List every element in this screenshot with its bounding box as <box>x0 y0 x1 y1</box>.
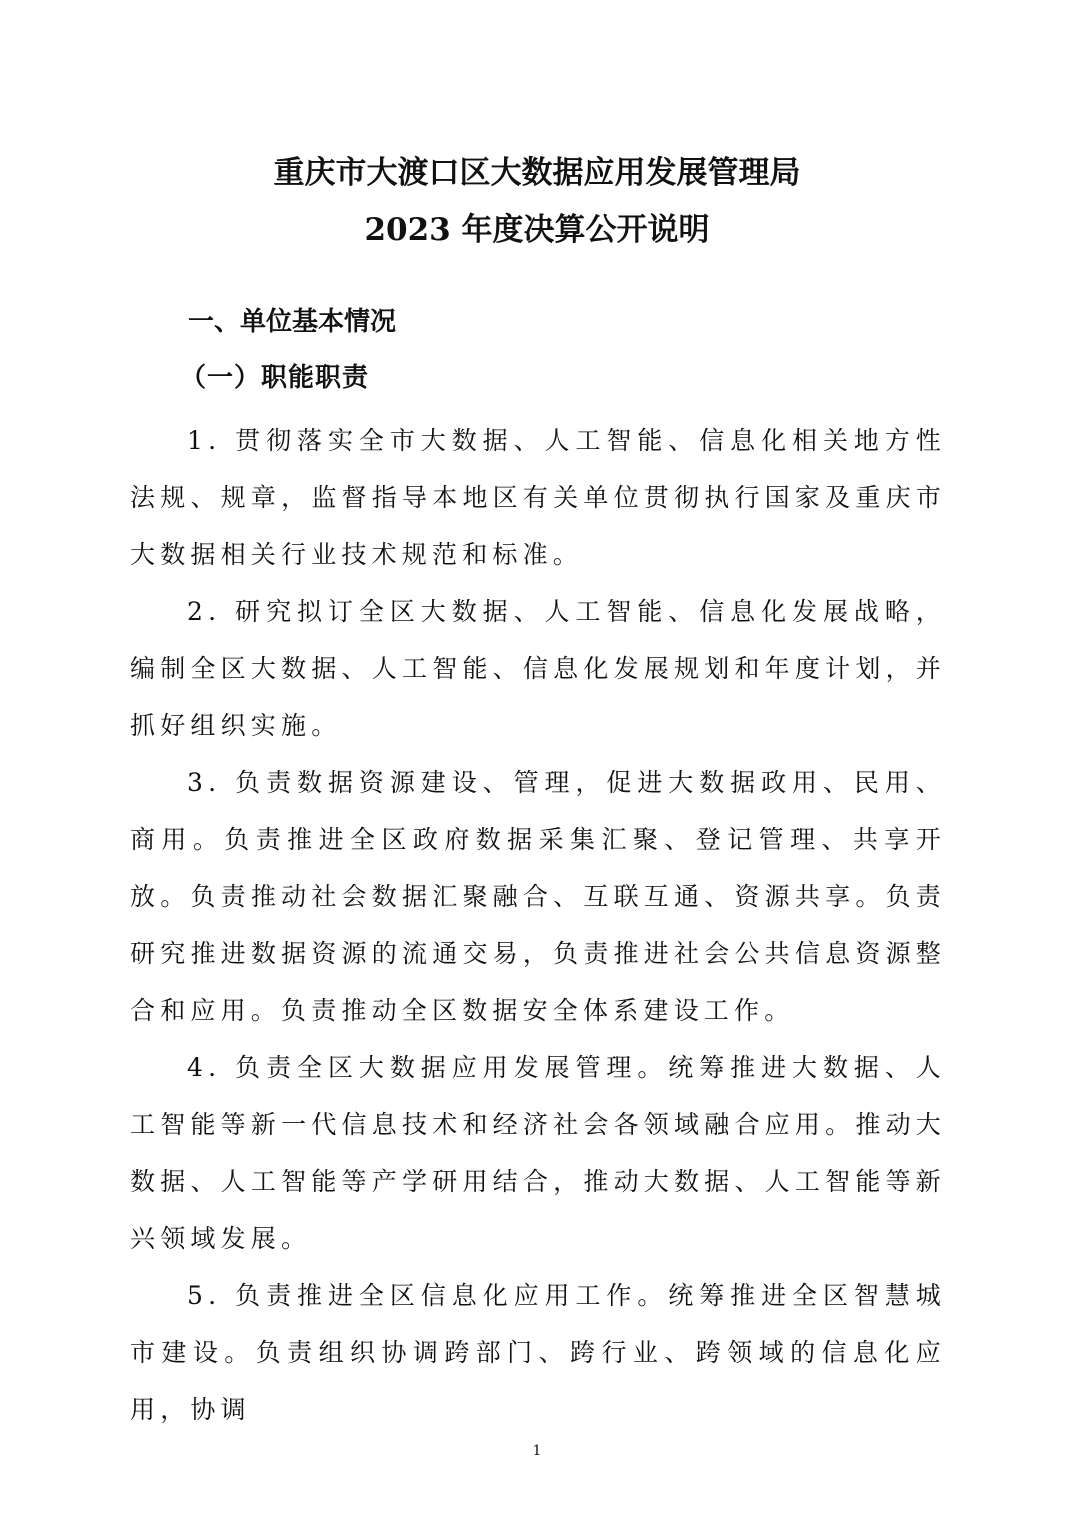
document-title-line1: 重庆市大渡口区大数据应用发展管理局 <box>273 155 801 191</box>
paragraph-4: 4. 负责全区大数据应用发展管理。统筹推进大数据、人工智能等新一代信息技术和经济社会各领域融合应用。推动大数据、人工智能等产学研用结合，推动大数据、人工智能等新兴领域发展。 <box>130 1053 946 1253</box>
paragraph-5: 5. 负责推进全区信息化应用工作。统筹推进全区智慧城市建设。负责组织协调跨部门、跨行业、跨领域的信息化应用，协调 <box>130 1281 946 1424</box>
paragraph-2: 2. 研究拟订全区大数据、人工智能、信息化发展战略，编制全区大数据、人工智能、信息化发展规划和年度计划，并抓好组织实施。 <box>130 597 946 740</box>
subsection-heading: （一）职能职责 <box>180 363 370 393</box>
paragraph-3: 3. 负责数据资源建设、管理，促进大数据政用、民用、商用。负责推进全区政府数据采集汇聚、登记管理、共享开放。负责推动社会数据汇聚融合、互联互通、资源共享。负责研究推进数据资源的流通交易，负责推进社会公共信息资源整合和应用。负责推动全区数据安全体系建设工作。 <box>130 768 946 1025</box>
page-number: 1 <box>532 1443 542 1459</box>
paragraph-1: 1. 贯彻落实全市大数据、人工智能、信息化相关地方性法规、规章，监督指导本地区有关单位贯彻执行国家及重庆市大数据相关行业技术规范和标准。 <box>130 426 946 569</box>
document-body <box>130 412 946 1438</box>
section-heading: 一、单位基本情况 <box>188 307 397 337</box>
document-title-line2: 2023 年度决算公开说明 <box>364 212 710 248</box>
